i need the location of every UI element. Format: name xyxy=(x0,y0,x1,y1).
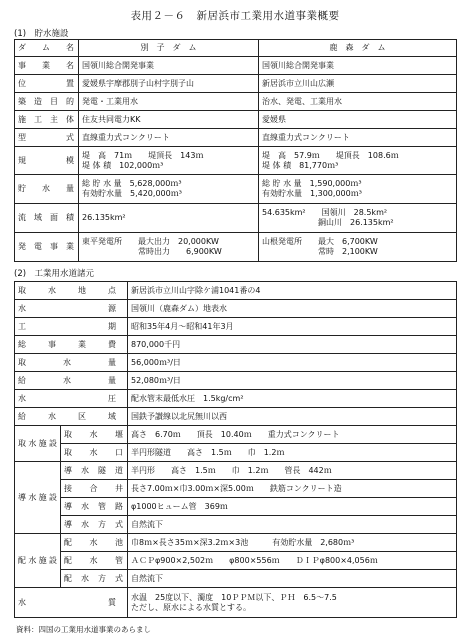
row-label: 取 水 口 xyxy=(61,444,128,462)
besshi-cell xyxy=(79,175,259,204)
waterworks-spec-table xyxy=(14,281,457,618)
row-value xyxy=(128,570,457,588)
cell-line: φ1000ヒューム管 369ｍ xyxy=(131,501,228,511)
kanomori-cell xyxy=(259,111,457,129)
header-kanomori-dam: 鹿 森 ダ ム xyxy=(259,40,457,57)
cell-line: 堤 体 積 102,000ｍ³ xyxy=(82,160,164,170)
row-label: 水 源 xyxy=(15,300,128,318)
besshi-cell xyxy=(79,129,259,147)
table-row xyxy=(15,426,457,444)
table-row xyxy=(15,552,457,570)
row-value xyxy=(128,300,457,318)
row-label: 工 期 xyxy=(15,318,128,336)
row-label: 水 質 xyxy=(15,588,128,618)
section-title-storage: (1) 貯水施設 xyxy=(14,29,69,39)
cell-line: 新居浜市立川山広瀬 xyxy=(262,78,334,88)
table-row xyxy=(15,147,457,175)
cell-line: 総 貯 水 量 5,628,000ｍ³ xyxy=(82,179,182,188)
row-value xyxy=(128,336,457,354)
table-row xyxy=(15,570,457,588)
table-row xyxy=(15,408,457,426)
cell-line: 巾8ｍ×長さ35ｍ×深3.2ｍ×3池 有効貯水量 2,680ｍ³ xyxy=(131,537,355,547)
row-label: 導水方式 xyxy=(61,516,128,534)
besshi-cell xyxy=(79,233,259,262)
table-row xyxy=(15,390,457,408)
besshi-cell xyxy=(79,57,259,75)
row-value xyxy=(128,390,457,408)
cell-line: 有効貯水量 5,420,000ｍ³ xyxy=(82,189,182,198)
table-row xyxy=(15,204,457,233)
storage-facility-table xyxy=(14,39,457,262)
row-label: 流域面積 xyxy=(15,204,79,233)
table-row xyxy=(15,75,457,93)
cell-line: 870,000千円 xyxy=(131,339,181,349)
cell-line: 銅山川 26.135km² xyxy=(262,218,394,227)
cell-line: 山根発電所 最大 6,700KW xyxy=(262,237,378,246)
cell-line: 堤 高 57.9ｍ 堤頂長 108.6ｍ xyxy=(262,150,399,160)
table-row xyxy=(15,336,457,354)
cell-line: 54.635km² 国領川 28.5km² xyxy=(262,208,388,217)
group-label: 取水施設 xyxy=(15,426,61,462)
row-value xyxy=(128,534,457,552)
row-label: 事 業 名 xyxy=(15,57,79,75)
table-header-row xyxy=(15,40,457,57)
row-label: 配 水 管 xyxy=(61,552,128,570)
row-label: 施工主体 xyxy=(15,111,79,129)
cell-line: 住友共同電力KK xyxy=(82,114,141,124)
cell-line: 昭和35年4月～昭和41年3月 xyxy=(131,321,234,331)
cell-line: 有効貯水量 1,300,000ｍ³ xyxy=(262,189,362,198)
cell-line: 堤 体 積 81,770ｍ³ xyxy=(262,160,339,170)
table-row xyxy=(15,57,457,75)
row-value xyxy=(128,516,457,534)
cell-line: 自然流下 xyxy=(131,573,163,583)
cell-line: 直線重力式コンクリート xyxy=(82,132,170,142)
row-value xyxy=(128,372,457,390)
row-value xyxy=(128,498,457,516)
row-value xyxy=(128,318,457,336)
cell-line: 半円形 高さ 1.5ｍ 巾 1.2ｍ 管長 442ｍ xyxy=(131,465,332,475)
row-value xyxy=(128,588,457,618)
section-title-waterworks: (2) 工業用水道諸元 xyxy=(14,269,95,279)
table-row xyxy=(15,498,457,516)
cell-line: 高さ 6.70ｍ 頂長 10.40ｍ 重力式コンクリート xyxy=(131,429,340,439)
table-row xyxy=(15,282,457,300)
table-row xyxy=(15,300,457,318)
cell-line: 配水管末最低水圧 1.5kg/cm² xyxy=(131,393,244,403)
besshi-cell xyxy=(79,93,259,111)
row-label: 取 水 地 点 xyxy=(15,282,128,300)
table-row xyxy=(15,462,457,480)
table-row xyxy=(15,588,457,618)
cell-line: 国領川総合開発事業 xyxy=(82,60,154,70)
cell-line: ただし、原水による水質とする。 xyxy=(131,602,251,612)
row-value xyxy=(128,354,457,372)
kanomori-cell xyxy=(259,233,457,262)
row-value xyxy=(128,552,457,570)
row-label: 配 水 池 xyxy=(61,534,128,552)
table-row xyxy=(15,534,457,552)
cell-line: 直線重力式コンクリート xyxy=(262,132,350,142)
header-dam-name: ダ ム 名 xyxy=(15,40,79,57)
row-value xyxy=(128,408,457,426)
row-label: 規 模 xyxy=(15,147,79,175)
row-label: 給 水 量 xyxy=(15,372,128,390)
cell-line: 国鉄予讃線以北尻無川以西 xyxy=(131,411,227,421)
cell-line: 治水、発電、工業用水 xyxy=(262,96,342,106)
cell-line: 愛媛県 xyxy=(262,114,286,124)
source-note: 資料：四国の工業用水道事業のあらまし xyxy=(16,625,151,634)
row-value xyxy=(128,480,457,498)
group-label: 配水施設 xyxy=(15,534,61,588)
kanomori-cell xyxy=(259,175,457,204)
cell-line: 愛媛県宇摩郡別子山村字別子山 xyxy=(82,78,194,88)
cell-line: 総 貯 水 量 1,590,000ｍ³ xyxy=(262,179,362,188)
row-label: 取 水 堰 xyxy=(61,426,128,444)
cell-line: 常時出力 6,900KW xyxy=(82,247,222,256)
cell-line: 常時 2,100KW xyxy=(262,247,378,256)
cell-line: 発電・工業用水 xyxy=(82,96,138,106)
row-label: 取 水 量 xyxy=(15,354,128,372)
table-row xyxy=(15,175,457,204)
cell-line: 東平発電所 最大出力 20,000KW xyxy=(82,237,219,246)
table-row xyxy=(15,444,457,462)
row-label: 発電事業 xyxy=(15,233,79,262)
table-row xyxy=(15,233,457,262)
table-row xyxy=(15,372,457,390)
table-row xyxy=(15,318,457,336)
row-label: 水 圧 xyxy=(15,390,128,408)
cell-line: 26.135km² xyxy=(82,213,126,222)
header-besshi-dam: 別 子 ダ ム xyxy=(79,40,259,57)
row-value xyxy=(128,282,457,300)
group-label: 導水施設 xyxy=(15,462,61,534)
row-label: 配水方式 xyxy=(61,570,128,588)
row-label: 給 水 区 域 xyxy=(15,408,128,426)
kanomori-cell xyxy=(259,147,457,175)
cell-line: 水温 25度以下、濁度 10ＰＰＭ以下、ＰＨ 6.5～7.5 xyxy=(131,592,337,602)
table-row xyxy=(15,480,457,498)
table-row xyxy=(15,516,457,534)
kanomori-cell xyxy=(259,57,457,75)
row-label: 接 合 井 xyxy=(61,480,128,498)
cell-line: 国領川（鹿森ダム）地表水 xyxy=(131,303,227,313)
row-label: 貯 水 量 xyxy=(15,175,79,204)
besshi-cell xyxy=(79,111,259,129)
cell-line: ＡＣＰφ900×2,502ｍ φ800×556ｍ ＤＩＰφ800×4,056ｍ xyxy=(131,555,378,565)
table-row xyxy=(15,93,457,111)
cell-line: 52,080ｍ³/日 xyxy=(131,375,181,385)
row-value xyxy=(128,426,457,444)
page-title: 表用２－６ 新居浜市工業用水道事業概要 xyxy=(130,10,340,22)
cell-line: 堤 高 71ｍ 堤頂長 143ｍ xyxy=(82,150,204,160)
cell-line: 56,000ｍ³/日 xyxy=(131,357,181,367)
besshi-cell xyxy=(79,147,259,175)
table-row xyxy=(15,111,457,129)
row-label: 位 置 xyxy=(15,75,79,93)
cell-line: 国領川総合開発事業 xyxy=(262,60,334,70)
kanomori-cell xyxy=(259,204,457,233)
table-row xyxy=(15,129,457,147)
row-label: 導水管路 xyxy=(61,498,128,516)
row-value xyxy=(128,462,457,480)
cell-line: 長さ7.00ｍ×巾3.00ｍ×深5.00ｍ 鉄筋コンクリート造 xyxy=(131,483,342,493)
table-row xyxy=(15,354,457,372)
cell-line: 自然流下 xyxy=(131,519,163,529)
besshi-cell xyxy=(79,75,259,93)
row-label: 型 式 xyxy=(15,129,79,147)
kanomori-cell xyxy=(259,75,457,93)
row-label: 導水隧道 xyxy=(61,462,128,480)
row-label: 総 事 業 費 xyxy=(15,336,128,354)
kanomori-cell xyxy=(259,93,457,111)
besshi-cell xyxy=(79,204,259,233)
row-value xyxy=(128,444,457,462)
cell-line: 新居浜市立川山字除ケ浦1041番の4 xyxy=(131,285,261,295)
kanomori-cell xyxy=(259,129,457,147)
row-label: 築造目的 xyxy=(15,93,79,111)
cell-line: 半円形隧道 高さ 1.5ｍ 巾 1.2ｍ xyxy=(131,447,285,457)
